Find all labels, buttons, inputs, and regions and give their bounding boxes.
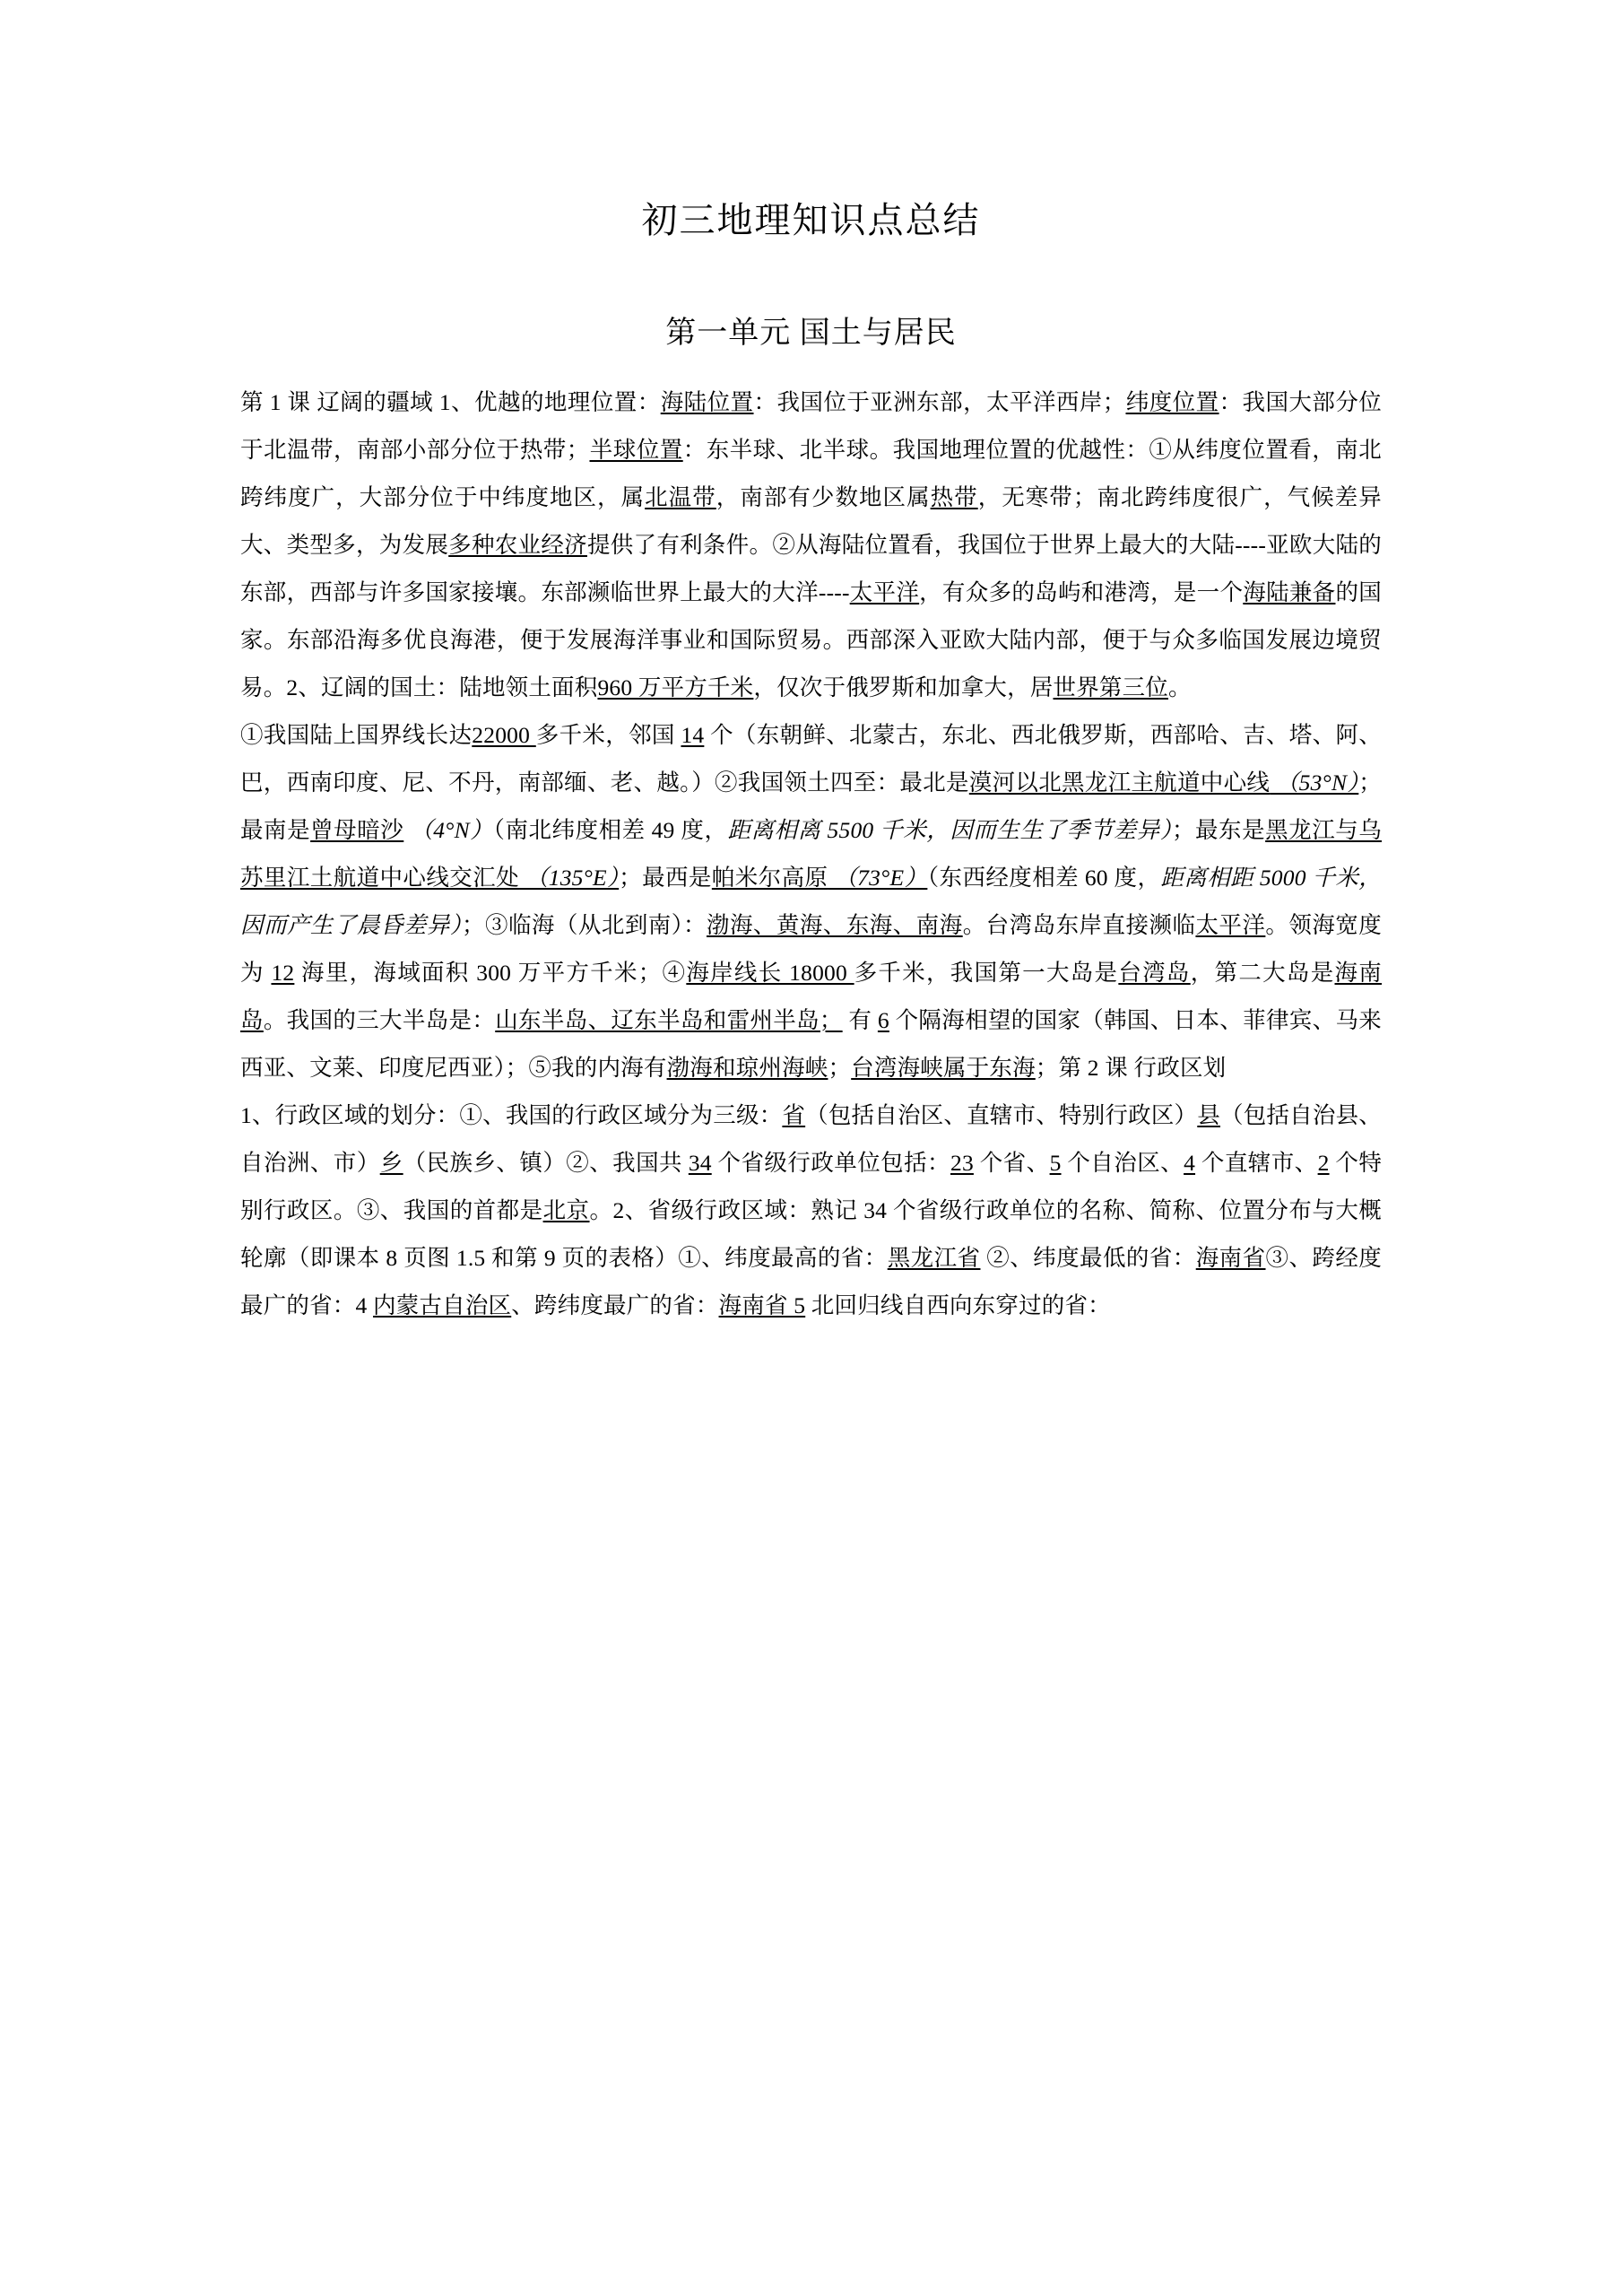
paragraph-3: 1、行政区域的划分：①、我国的行政区域分为三级：省（包括自治区、直辖市、特别行政区）县（包括自治县、自治洲、市）乡（民族乡、镇）②、我国共 34 个省级行政单位包括：23 个省、5 个自治区、4 个直辖市、2 个特别行政区。③、我国的首都是北京。2、省级行政区域：熟记 34 个省级行政单位的名称、简称、位置分布与大概轮廓（即课本 8 页图 1.5 和第 9 页的表格）①、纬度最高的省：黑龙江省 ②、纬度最低的省：海南省③、跨经度最广的省：4 内蒙古自治区、跨纬度最广的省：海南省 5 北回归线自西向东穿过的省： [240,1101,1383,1318]
document-body [240,378,1382,1329]
paragraph-1: 第 1 课 辽阔的疆域 1、优越的地理位置：海陆位置：我国位于亚洲东部，太平洋西岸；纬度位置：我国大部分位于北温带，南部小部分位于热带；半球位置：东半球、北半球。我国地理位置的优越性：①从纬度位置看，南北跨纬度广，大部分位于中纬度地区，属北温带，南部有少数地区属热带，无寒带；南北跨纬度很广，气候差异大、类型多，为发展多种农业经济提供了有利条件。②从海陆位置看，我国位于世界上最大的大陆----亚欧大陆的东部，西部与许多国家接壤。东部濒临世界上最大的大洋----太平洋，有众多的岛屿和港湾，是一个海陆兼备的国家。东部沿海多优良海港，便于发展海洋事业和国际贸易。西部深入亚欧大陆内部，便于与众多临国发展边境贸易。2、辽阔的国土：陆地领土面积960 万平方千米，仅次于俄罗斯和加拿大，居世界第三位。 [240,388,1382,700]
page-title: 初三地理知识点总结 [641,200,981,240]
paragraph-2: ①我国陆上国界线长达22000 多千米，邻国 14 个（东朝鲜、北蒙古，东北、西北俄罗斯，西部哈、吉、塔、阿、巴，西南印度、尼、不丹，南部缅、老、越。）②我国领土四至：最北是漠河以北黑龙江主航道中心线 （53°N）；最南是曾母暗沙 （4°N）（南北纬度相差 49 度，距离相离 5500 千米，因而生生了季节差异）；最东是黑龙江与乌苏里江土航道中心线交汇处 （135°E）；最西是帕米尔高原 （73°E）（东西经度相差 60 度，距离相距 5000 千米，因而产生了晨昏差异）；③临海（从北到南）：渤海、黄海、东海、南海。台湾岛东岸直接濒临太平洋。领海宽度为 12 海里，海域面积 300 万平方千米；④海岸线长 18000 多千米，我国第一大岛是台湾岛，第二大岛是海南岛。我国的三大半岛是：山东半岛、辽东半岛和雷州半岛； 有 6 个隔海相望的国家（韩国、日本、菲律宾、马来西亚、文莱、印度尼西亚）；⑤我的内海有渤海和琼州海峡；台湾海峡属于东海；第 2 课 行政区划 [240,721,1382,1081]
unit-heading: 第一单元 国土与居民 [665,317,957,350]
